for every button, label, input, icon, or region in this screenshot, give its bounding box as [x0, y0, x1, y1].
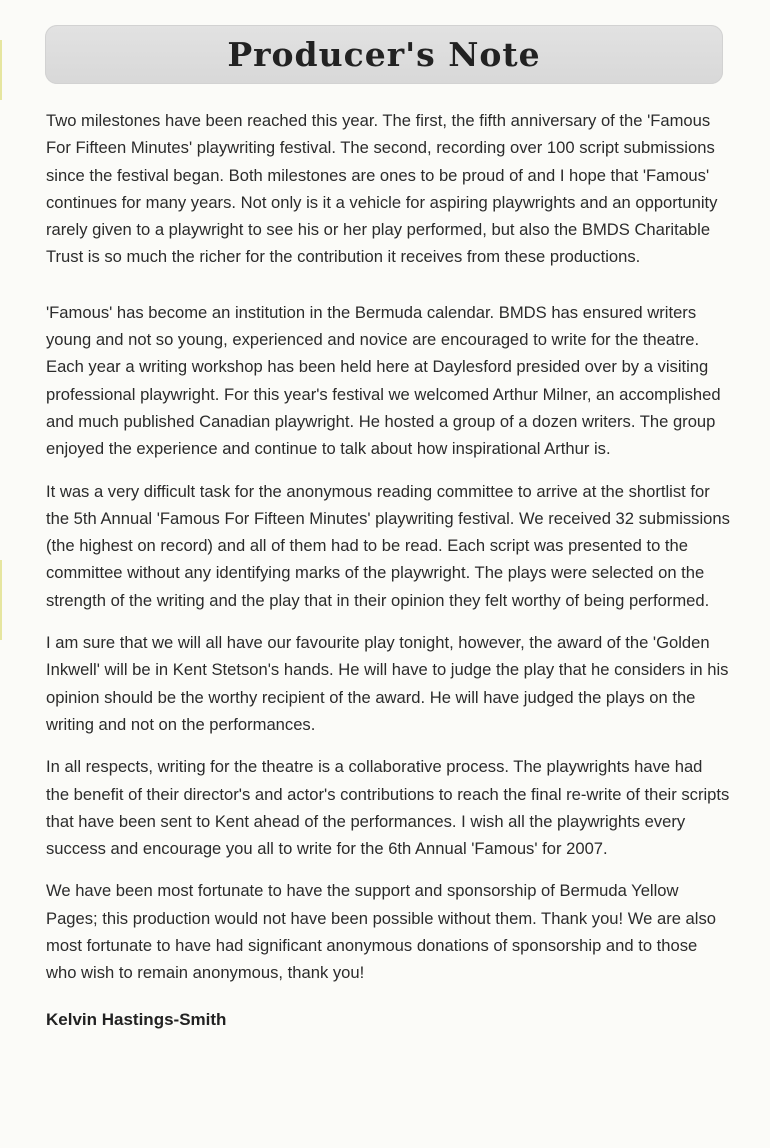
note-body: [46, 107, 730, 1033]
paragraph: 'Famous' has become an institution in the Bermuda calendar. BMDS has ensured writers young and not so young, experienced and novice are encouraged to write for the theatre. Each year a writing workshop has been held here at Daylesford presided over by a visiting professional playwright. For this year's festival we welcomed Arthur Milner, an accomplished and much published Canadian playwright. He hosted a group of a dozen writers. The group enjoyed the experience and continue to talk about how inspirational Arthur is.: [46, 302, 721, 459]
paragraph: Two milestones have been reached this year. The first, the fifth anniversary of the 'Famous For Fifteen Minutes' playwriting festival. The second, recording over 100 script submissions since the festival began. Both milestones are ones to be proud of and I hope that 'Famous' continues for many years. Not only is it a vehicle for aspiring playwrights and an opportunity rarely given to a playwright to see his or her play performed, but also the BMDS Charitable Trust is so much the richer for the contribution it receives from these productions.: [46, 111, 718, 267]
paragraph: I am sure that we will all have our favourite play tonight, however, the award of the 'Golden Inkwell' will be in Kent Stetson's hands. He will have to judge the play that he considers in his opinion should be the worthy recipient of the award. He will have judged the plays on the writing and not on the performances.: [46, 633, 729, 734]
paragraph: It was a very difficult task for the anonymous reading committee to arrive at the shortlist for the 5th Annual 'Famous For Fifteen Minutes' playwriting festival. We received 32 submissions (the highest on record) and all of them had to be read. Each script was presented to the committee without any identifying marks of the playwright. The plays were selected on the strength of the writing and the play that in their opinion they felt worthy of being performed.: [46, 481, 730, 610]
page-edge-mark: [0, 560, 2, 640]
paragraph: We have been most fortunate to have the support and sponsorship of Bermuda Yellow Pages; this production would not have been possible without them. Thank you! We are also most fortunate to have had significant anonymous donations of sponsorship and to those who wish to remain anonymous, thank you!: [46, 881, 716, 983]
page-title: Producer's Note: [227, 35, 541, 74]
signature: Kelvin Hastings-Smith: [46, 1009, 227, 1029]
paragraph: In all respects, writing for the theatre is a collaborative process. The playwrights have had the benefit of their director's and actor's contributions to reach the final re-write of their scripts that have been sent to Kent ahead of the performances. I wish all the playwrights every success and encourage you all to write for the 6th Annual 'Famous' for 2007.: [46, 757, 730, 859]
title-banner: [45, 25, 723, 84]
page-edge-mark: [0, 40, 2, 100]
